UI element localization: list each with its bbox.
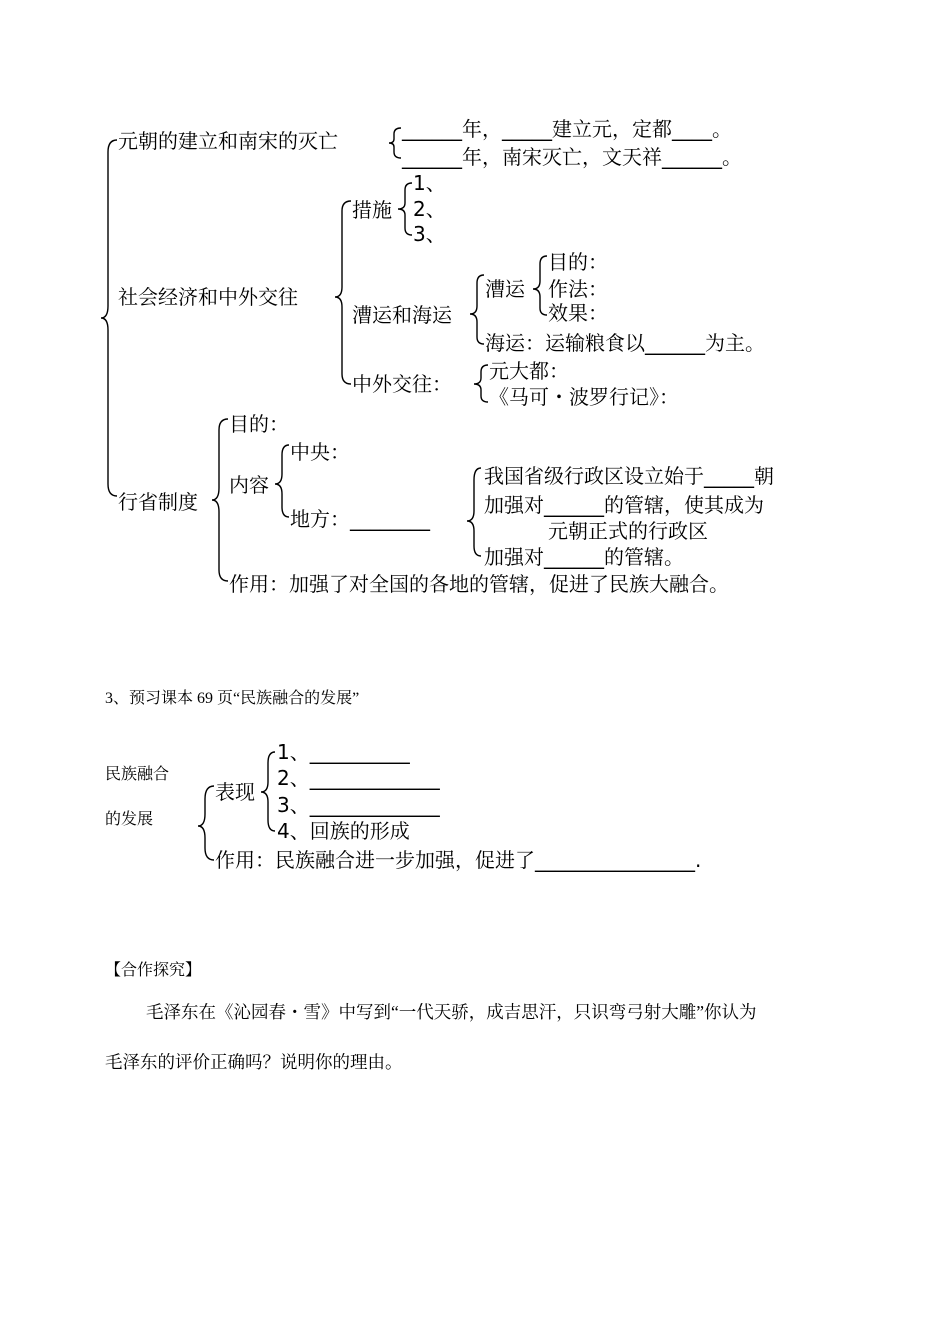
local-item-3: 加强对______的管辖。 bbox=[484, 545, 684, 569]
manifest-item-3: 3、_____________ bbox=[277, 793, 440, 817]
brace-transport bbox=[470, 275, 484, 344]
manifest-item-4: 4、回族的形成 bbox=[277, 819, 410, 843]
foreign-item-marco-polo: 《马可・波罗行记》： bbox=[489, 385, 679, 409]
province-purpose: 目的： bbox=[229, 412, 289, 436]
local-item-1: 我国省级行政区设立始于_____朝 bbox=[484, 464, 774, 488]
measures-item-1: 1、 bbox=[413, 171, 446, 195]
province-effect: 作用：加强了对全国的各地的管辖，促进了民族大融合。 bbox=[229, 572, 729, 596]
local-item-2: 加强对______的管辖，使其成为 bbox=[484, 493, 764, 517]
canal-label: 漕运 bbox=[485, 277, 525, 301]
province-label: 行省制度 bbox=[118, 490, 198, 514]
content-local: 地方：________ bbox=[290, 507, 430, 531]
brace-local bbox=[467, 468, 481, 556]
society-label: 社会经济和中外交往 bbox=[118, 285, 298, 309]
foreign-item-dadu: 元大都： bbox=[489, 359, 569, 383]
manifest-item-1: 1、__________ bbox=[277, 740, 410, 764]
ethnic-label-line1: 民族融合 bbox=[105, 766, 170, 783]
cooperation-paragraph-line2: 毛泽东的评价正确吗？说明你的理由。 bbox=[105, 1052, 403, 1072]
canal-effect: 效果： bbox=[548, 301, 608, 325]
manifest-label: 表现 bbox=[215, 780, 255, 804]
manifest-item-2: 2、_____________ bbox=[277, 766, 440, 790]
brace-content bbox=[275, 445, 289, 517]
cooperation-heading: 【合作探究】 bbox=[105, 962, 202, 979]
brace-province bbox=[212, 419, 228, 581]
cooperation-paragraph-line1: 毛泽东在《沁园春・雪》中写到“一代天骄，成吉思汗，只识弯弓射大雕”你认为 bbox=[146, 1002, 757, 1022]
brace-foreign bbox=[474, 365, 488, 402]
yuan-founding-blank-1: ______年，_____建立元，定都____。 bbox=[402, 117, 732, 141]
yuan-founding-label: 元朝的建立和南宋的灭亡 bbox=[118, 129, 338, 153]
ethnic-label-line2: 的发展 bbox=[105, 811, 154, 828]
canal-method: 作法： bbox=[548, 277, 608, 301]
brace-yuan bbox=[389, 128, 401, 158]
yuan-founding-blank-2: ______年，南宋灭亡，文天祥______。 bbox=[402, 145, 742, 169]
brace-manifest bbox=[261, 752, 275, 831]
measures-item-2: 2、 bbox=[413, 197, 446, 221]
sea-transport: 海运：运输粮食以______为主。 bbox=[485, 331, 765, 355]
foreign-label: 中外交往： bbox=[352, 372, 452, 396]
local-item-2-cont: 元朝正式的行政区 bbox=[548, 519, 708, 543]
content-central: 中央： bbox=[290, 440, 350, 464]
brace-main bbox=[101, 140, 117, 496]
content-label: 内容 bbox=[229, 473, 269, 497]
ethnic-effect: 作用：民族融合进一步加强，促进了________________. bbox=[215, 848, 702, 872]
measures-label: 措施 bbox=[352, 198, 392, 222]
section3-heading: 3、预习课本 69 页“民族融合的发展” bbox=[105, 690, 360, 707]
brace-measures bbox=[398, 183, 412, 235]
canal-purpose: 目的： bbox=[548, 250, 608, 274]
brace-canal bbox=[533, 256, 547, 315]
brace-society bbox=[335, 201, 351, 384]
measures-item-3: 3、 bbox=[413, 222, 446, 246]
transport-label: 漕运和海运 bbox=[352, 303, 452, 327]
brace-ethnic bbox=[198, 786, 214, 860]
